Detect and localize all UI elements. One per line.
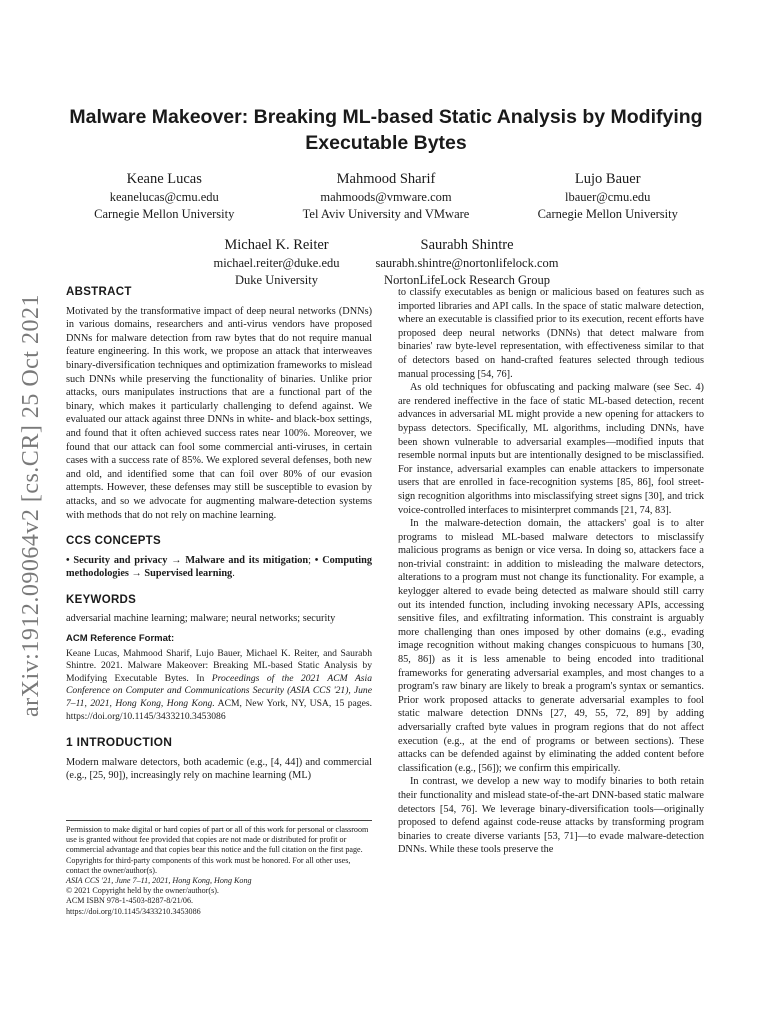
author-name: Saurabh Shintre bbox=[420, 237, 514, 253]
author-row-2 bbox=[60, 236, 712, 288]
ccs-concepts: • Security and privacy → Malware and its mitigation; • Computing methodologies → Supervised learning. bbox=[66, 554, 372, 580]
arxiv-stamp bbox=[8, 280, 54, 730]
author-name: Lujo Bauer bbox=[574, 171, 641, 187]
author bbox=[538, 170, 678, 222]
doi: https://doi.org/10.1145/3433210.3453086 bbox=[66, 906, 201, 916]
introduction-heading: 1 INTRODUCTION bbox=[66, 735, 173, 750]
intro-paragraph: In contrast, we develop a new way to modify binaries to both retain their functionality and mislead state-of-the-art DNN-based static malware detectors [54, 76]. We leverage binary-diversification tools—originally proposed to defend against code-reuse attacks by transforming program binaries to create diverse variants [53, 71]—to evade malware-detection DNNs. While these tools preserve the bbox=[398, 776, 704, 856]
author bbox=[94, 170, 234, 222]
keywords-text: adversarial machine learning; malware; neural networks; security bbox=[66, 613, 336, 625]
author bbox=[376, 236, 559, 288]
author-email: lbauer@cmu.edu bbox=[565, 190, 651, 204]
author-email: saurabh.shintre@nortonlifelock.com bbox=[375, 256, 559, 270]
left-column bbox=[66, 286, 372, 783]
author-affiliation: Carnegie Mellon University bbox=[94, 206, 235, 221]
paper-title: Malware Makeover: Breaking ML-based Static Analysis by Modifying Executable Bytes bbox=[69, 106, 703, 154]
author-row-1 bbox=[60, 170, 712, 222]
keywords-heading: KEYWORDS bbox=[66, 593, 137, 606]
introduction-text: Modern malware detectors, both academic (e.g., [4, 44]) and commercial (e.g., [25, 90]), increasingly rely on machine learning (ML) bbox=[66, 756, 372, 782]
footnote bbox=[66, 820, 372, 917]
author-email: mahmoods@vmware.com bbox=[320, 190, 452, 204]
arxiv-id: arXiv:1912.09064v2 [cs.CR] 25 Oct 2021 bbox=[17, 293, 44, 717]
copyright: © 2021 Copyright held by the owner/author(s). bbox=[66, 886, 219, 896]
author-affiliation: Tel Aviv University and VMware bbox=[302, 206, 470, 221]
author-affiliation: Carnegie Mellon University bbox=[537, 206, 678, 221]
author-email: keanelucas@cmu.edu bbox=[109, 190, 219, 204]
author-block bbox=[60, 170, 712, 302]
permission-notice: Permission to make digital or hard copies of part or all of this work for personal or classroom use is granted without fee provided that copies are not made or distributed for profit or commercial advantage and that copies bear this notice and the full citation on the first page. Copyrights for third-party components of this work must be honored. For all other uses, contact the owner/author(s). bbox=[66, 825, 369, 875]
reference-format-heading: ACM Reference Format: bbox=[66, 633, 175, 645]
ccs-heading: CCS CONCEPTS bbox=[66, 535, 161, 548]
intro-paragraph: In the malware-detection domain, the attackers' goal is to alter programs to mislead ML-based malware detectors to misclassify malicious programs as benign or vice versa. In doing so, attackers face a non-trivial constraint: in addition to misleading the malware detectors, alterations to a program must not change its functionality. For example, a keylogger altered to evade being detected as malware should still carry out its intended function, including invoking necessary APIs, accessing sensitive files, and exfiltrating information. This constraint is arguably more challenging than ones imposed by other domains (e.g., evading image recognition without making changes conspicuous to humans [30, 85, 86]) as it is less amenable to being encoded into traditional frameworks for generating adversarial examples, and most changes to a program's raw binary are likely to break a program's syntax or semantics. Prior work proposed attacks to generate adversarial examples to fool static malware detection DNNs [27, 49, 55, 72, 89] by adding adversarially crafted byte values in program regions that do not affect execution (e.g., at the end of programs or between sections). These attacks can be defended against by eliminating the added content before classification (e.g., [56]); we confirm this empirically. bbox=[398, 518, 704, 774]
author bbox=[303, 170, 470, 222]
isbn: ACM ISBN 978-1-4503-8287-8/21/06. bbox=[66, 896, 194, 906]
abstract-text: Motivated by the transformative impact of deep neural networks (DNNs) in various domains, researchers and anti-virus vendors have proposed DNNs for malware detection from raw bytes that do not require manual feature engineering. In this work, we propose an attack that interweaves binary-diversification techniques and optimization frameworks to mislead such DNNs while preserving the functionality of binaries. Unlike prior attacks, ours manipulates instructions that are a functional part of the binary, which makes it particularly challenging to defend against. We evaluated our attack against three DNNs in white- and black-box settings, and found that it often achieved success rates near 100%. Moreover, we found that our attack can fool some commercial anti-viruses, in certain cases with a success rate of 85%. We explored several defenses, both new and old, and identified some that can foil over 80% of our evasion attempts. However, these defenses may still be susceptible to evasion by attacks, and so we advocate for augmenting malware-detection systems with methods that do not rely on machine learning. bbox=[66, 305, 372, 521]
author-name: Keane Lucas bbox=[126, 171, 202, 187]
author-name: Michael K. Reiter bbox=[224, 237, 329, 253]
intro-paragraph: As old techniques for obfuscating and packing malware (see Sec. 4) are rendered ineffective in the face of static ML-based detection, recent advances in adversarial ML might provide a new opening for attackers to bypass detectors. Specifically, ML algorithms, including DNNs, have been shown vulnerable to adversarial examples—modified inputs that resemble normal inputs but are intentionally designed to be misclassified. For instance, adversarial examples can enable attackers to impersonate users that are enrolled in face-recognition systems [85, 86], fool street-sign recognition algorithms into misclassifying street signs [30], and trick voice-controlled interfaces to misinterpret commands [21, 74, 83]. bbox=[398, 382, 704, 516]
abstract-heading: ABSTRACT bbox=[66, 286, 132, 298]
author-affiliation: NortonLifeLock Research Group bbox=[384, 272, 550, 287]
author-email: michael.reiter@duke.edu bbox=[213, 256, 340, 270]
intro-paragraph: to classify executables as benign or malicious based on features such as imported libraries and API calls. In the space of static malware detection, where an executable is classified prior to its execution, recent efforts have proposed deep neural networks (DNNs) that detect malware from binaries' raw byte-level representation, with effectiveness similar to that of detectors based on hand-crafted features selected through tedious manual processing [54, 76]. bbox=[398, 287, 704, 380]
right-column bbox=[398, 286, 704, 857]
reference-format-text: Keane Lucas, Mahmood Sharif, Lujo Bauer, Michael K. Reiter, and Saurabh Shintre. 2021. Malware Makeover: Breaking ML-based Static Analysis by Modifying Executable Bytes. In Proceedings of the 2021 ACM Asia Conference on Computer and Communications Security (ASIA CCS '21), June 7–11, 2021, Hong Kong, Hong Kong. ACM, New York, NY, USA, 15 pages. https://doi.org/10.1145/3433210.3453086 bbox=[66, 647, 373, 722]
author-name: Mahmood Sharif bbox=[336, 171, 436, 187]
author bbox=[213, 236, 339, 288]
footnote-venue: ASIA CCS '21, June 7–11, 2021, Hong Kong, Hong Kong bbox=[66, 876, 252, 886]
author-affiliation: Duke University bbox=[235, 272, 318, 287]
